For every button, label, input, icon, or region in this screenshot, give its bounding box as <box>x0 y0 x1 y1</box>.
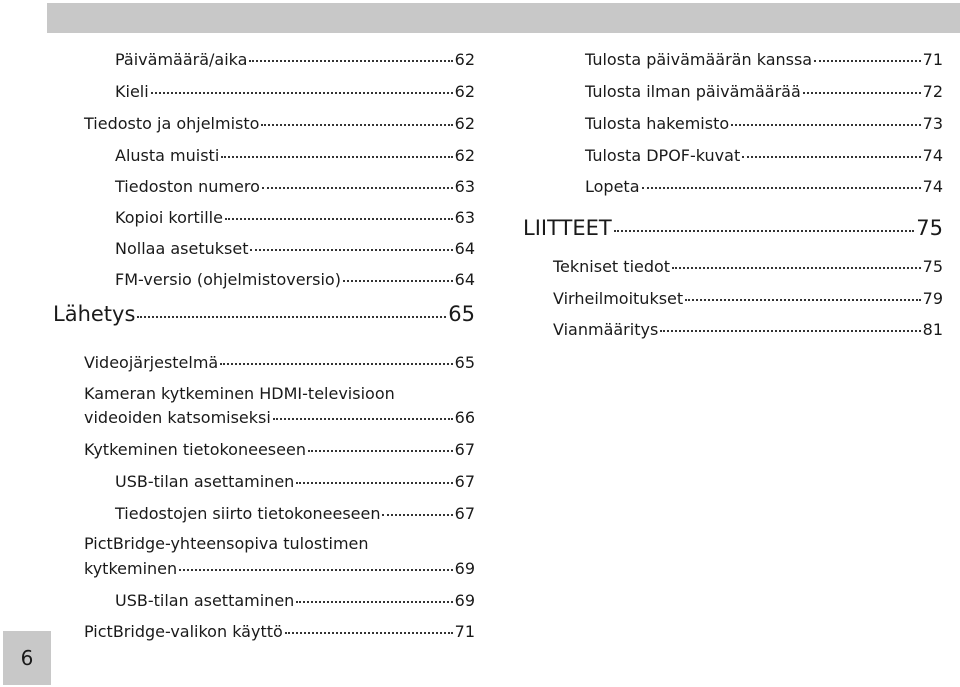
toc-section[interactable] <box>53 302 475 326</box>
toc-entry-title-line[interactable]: PictBridge-yhteensopiva tulostimen <box>84 534 369 553</box>
toc-entry-page: 73 <box>922 114 943 133</box>
toc-entry[interactable] <box>115 504 475 524</box>
toc-entry-title: USB-tilan asettaminen <box>115 591 295 610</box>
toc-entry-page: 74 <box>922 146 943 165</box>
toc-entry-page: 64 <box>454 239 475 258</box>
toc-entry[interactable] <box>115 472 475 492</box>
dot-leader <box>308 449 453 452</box>
toc-entry[interactable] <box>585 177 943 197</box>
dot-leader <box>814 59 921 62</box>
dot-leader <box>742 155 920 158</box>
toc-entry[interactable] <box>115 208 475 228</box>
toc-entry-page: 62 <box>454 82 475 101</box>
toc-entry-title: Kopioi kortille <box>115 208 223 227</box>
dot-leader <box>151 91 453 94</box>
toc-entry[interactable] <box>553 320 943 340</box>
toc-entry-title-line[interactable]: Kameran kytkeminen HDMI-televisioon <box>84 384 395 403</box>
dot-leader <box>285 631 453 634</box>
toc-entry-page: 71 <box>922 50 943 69</box>
dot-leader <box>179 568 453 571</box>
toc-entry[interactable] <box>115 177 475 197</box>
toc-entry-title: Videojärjestelmä <box>84 353 219 372</box>
toc-entry-title: videoiden katsomiseksi <box>84 408 271 427</box>
toc-entry[interactable] <box>84 408 475 428</box>
toc-entry[interactable] <box>115 239 475 259</box>
toc-section-page: 65 <box>448 302 475 326</box>
toc-entry[interactable] <box>115 50 475 70</box>
toc-section-title: Lähetys <box>53 302 136 326</box>
dot-leader <box>672 266 921 269</box>
toc-entry[interactable] <box>84 440 475 460</box>
dot-leader <box>273 417 453 420</box>
toc-entry-page: 62 <box>454 114 475 133</box>
toc-entry-page: 67 <box>454 472 475 491</box>
toc-entry[interactable] <box>553 289 943 309</box>
toc-entry-title: Tulosta DPOF-kuvat <box>585 146 741 165</box>
toc-entry-title: kytkeminen <box>84 559 178 578</box>
toc-entry[interactable] <box>585 50 943 70</box>
dot-leader <box>803 91 921 94</box>
toc-entry-page: 81 <box>922 320 943 339</box>
toc-entry-page: 71 <box>454 622 475 641</box>
toc-entry-title: Tiedosto ja ohjelmisto <box>84 114 260 133</box>
toc-entry[interactable] <box>115 82 475 102</box>
dot-leader <box>220 362 452 365</box>
toc-entry-title: FM-versio (ohjelmistoversio) <box>115 270 341 289</box>
toc-entry-page: 67 <box>454 440 475 459</box>
toc-entry-title: Tekniset tiedot <box>553 257 671 276</box>
toc-entry[interactable] <box>84 559 475 579</box>
page-number-box <box>3 631 51 685</box>
toc-entry-title: Tulosta hakemisto <box>585 114 730 133</box>
toc-entry-title: Virheilmoitukset <box>553 289 684 308</box>
toc-entry-title: USB-tilan asettaminen <box>115 472 295 491</box>
dot-leader <box>343 279 453 282</box>
toc-entry-title: Alusta muisti <box>115 146 220 165</box>
dot-leader <box>731 123 921 126</box>
dot-leader <box>137 315 446 318</box>
toc-entry-page: 75 <box>922 257 943 276</box>
toc-entry[interactable] <box>553 257 943 277</box>
toc-entry-page: 62 <box>454 50 475 69</box>
toc-entry-title: Päivämäärä/aika <box>115 50 248 69</box>
dot-leader <box>685 298 920 301</box>
dot-leader <box>221 155 452 158</box>
toc-entry[interactable] <box>115 270 475 290</box>
toc-section-title: LIITTEET <box>523 216 612 240</box>
page-number: 6 <box>20 646 34 670</box>
header-bar <box>47 3 960 33</box>
toc-entry-title: Tulosta päivämäärän kanssa <box>585 50 813 69</box>
dot-leader <box>296 600 452 603</box>
dot-leader <box>296 481 452 484</box>
toc-entry[interactable] <box>585 114 943 134</box>
dot-leader <box>250 248 452 251</box>
toc-entry[interactable] <box>84 622 475 642</box>
toc-entry-page: 63 <box>454 208 475 227</box>
dot-leader <box>614 229 915 232</box>
toc-section[interactable] <box>523 216 943 240</box>
toc-entry-page: 65 <box>454 353 475 372</box>
dot-leader <box>261 123 452 126</box>
toc-entry-title: Kytkeminen tietokoneeseen <box>84 440 306 459</box>
toc-entry-page: 66 <box>454 408 475 427</box>
toc-entry[interactable] <box>84 353 475 373</box>
toc-entry[interactable] <box>585 82 943 102</box>
toc-entry[interactable] <box>115 591 475 611</box>
toc-entry-page: 63 <box>454 177 475 196</box>
toc-entry-title: Tulosta ilman päivämäärää <box>585 82 801 101</box>
toc-entry-page: 64 <box>454 270 475 289</box>
toc-entry-page: 79 <box>922 289 943 308</box>
toc-entry-page: 72 <box>922 82 943 101</box>
toc-entry[interactable] <box>115 146 475 166</box>
dot-leader <box>225 217 453 220</box>
dot-leader <box>249 59 452 62</box>
toc-entry-title: Vianmääritys <box>553 320 659 339</box>
dot-leader <box>262 186 453 189</box>
toc-entry-title: Lopeta <box>585 177 640 196</box>
dot-leader <box>642 186 921 189</box>
toc-entry[interactable] <box>585 146 943 166</box>
toc-entry-page: 74 <box>922 177 943 196</box>
toc-entry-page: 67 <box>454 504 475 523</box>
toc-entry-title: Tiedoston numero <box>115 177 260 196</box>
toc-entry-title: PictBridge-valikon käyttö <box>84 622 283 641</box>
toc-entry-title: Nollaa asetukset <box>115 239 249 258</box>
toc-entry-page: 62 <box>454 146 475 165</box>
toc-entry-page: 69 <box>454 559 475 578</box>
toc-section-page: 75 <box>916 216 943 240</box>
dot-leader <box>382 513 452 516</box>
dot-leader <box>660 329 920 332</box>
toc-entry[interactable] <box>84 114 475 134</box>
toc-entry-title: Tiedostojen siirto tietokoneeseen <box>115 504 381 523</box>
toc-entry-title: Kieli <box>115 82 149 101</box>
toc-entry-page: 69 <box>454 591 475 610</box>
